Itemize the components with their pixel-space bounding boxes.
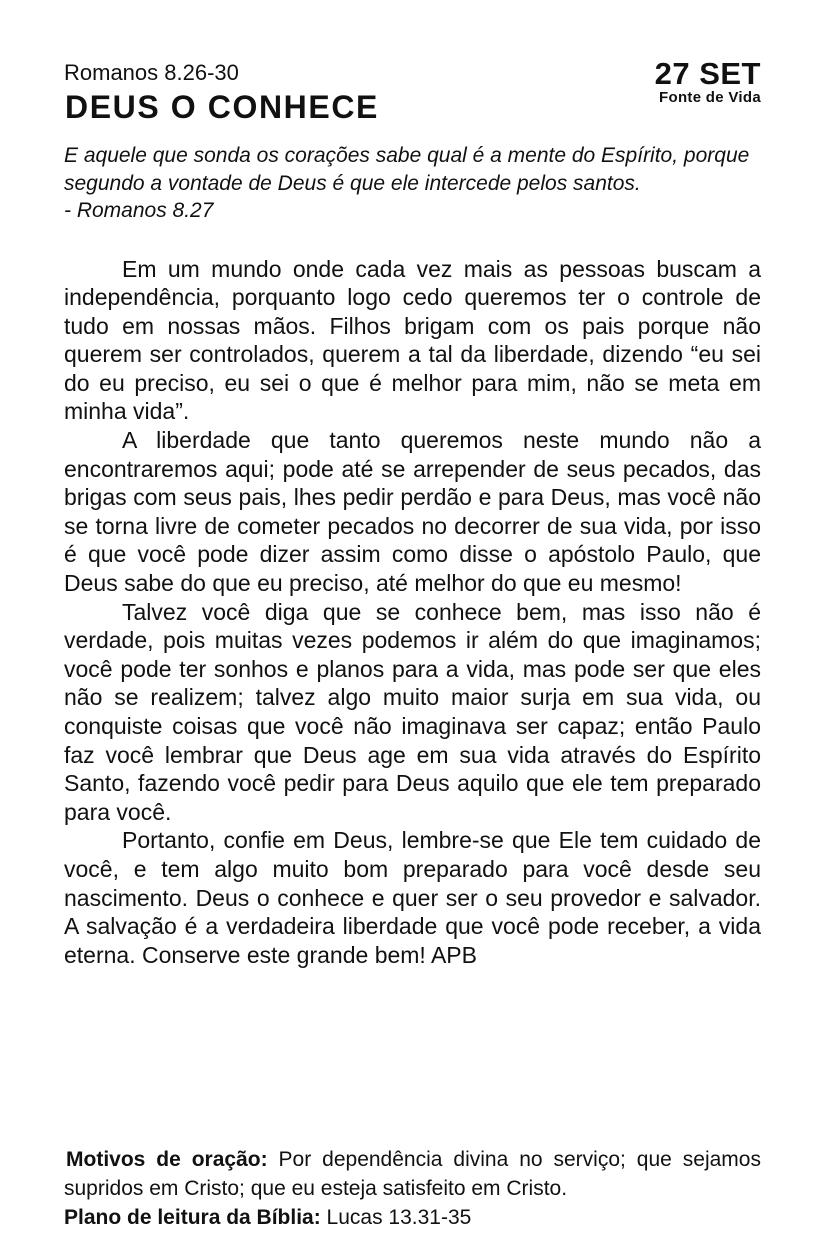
devotional-date: 27 SET [654,56,761,91]
reading-label: Plano de leitura da Bíblia: [64,1206,321,1229]
key-verse-reference: - Romanos 8.27 [64,199,214,222]
date-block [655,58,761,106]
devotional-name: Fonte de Vida [659,89,761,106]
prayer-text: Por dependência divina no serviço; que sejamos supridos em Cristo; que eu esteja satisfeito em Cristo. [64,1148,761,1200]
scripture-reading-reference: Romanos 8.26-30 [64,60,239,85]
prayer-motives [64,1145,761,1203]
devotional-title: DEUS O CONHECE [65,89,379,125]
body-paragraph-4: Portanto, confie em Deus, lembre-se que Ele tem cuidado de você, e tem algo muito bom preparado para você desde seu nascimento. Deus o conhece e quer ser o seu provedor e salvador. A salvação é a verdadeira liberdade que você pode receber, a vida eterna. Conserve este grande bem! APB [64,827,761,968]
body-paragraph-3: Talvez você diga que se conhece bem, mas isso não é verdade, pois muitas vezes podemos ir além do que imaginamos; você pode ter sonhos e planos para a vida, mas pode ser que eles não se realizem; talvez algo muito maior surja em sua vida, ou conquiste coisas que você não imaginava ser capaz; então Paulo faz você lembrar que Deus age em sua vida através do Espírito Santo, fazendo você pedir para Deus aquilo que ele tem preparado para você. [64,598,761,825]
body-paragraph-1: Em um mundo onde cada vez mais as pessoas buscam a independência, porquanto logo cedo queremos ter o controle de tudo em nossas mãos. Filhos brigam com os pais porque não querem ser controlados, querem a tal da liberdade, dizendo “eu sei do eu preciso, eu sei o que é melhor para mim, não se meta em minha vida”. [64,255,761,425]
prayer-label: Motivos de oração: [66,1148,268,1171]
devotional-page [64,56,761,969]
key-verse-text: E aquele que sonda os corações sabe qual é a mente do Espírito, porque segundo a vontade de Deus é que ele intercede pelos santos. [64,144,750,195]
reading-text: Lucas 13.31-35 [320,1206,472,1229]
body-paragraph-2: A liberdade que tanto queremos neste mundo não a encontraremos aqui; pode até se arrepender de seus pecados, das brigas com seus pais, lhes pedir perdão e para Deus, mas você não se torna livre de cometer pecados no decorrer de sua vida, por isso é que você pode dizer assim como disse o apóstolo Paulo, que Deus sabe do que eu preciso, até melhor do que eu mesmo! [64,427,761,597]
page-header [64,56,761,126]
devotional-body [64,255,761,970]
page-footer [64,1145,761,1232]
bible-reading-plan [64,1203,761,1232]
key-verse [64,142,761,225]
